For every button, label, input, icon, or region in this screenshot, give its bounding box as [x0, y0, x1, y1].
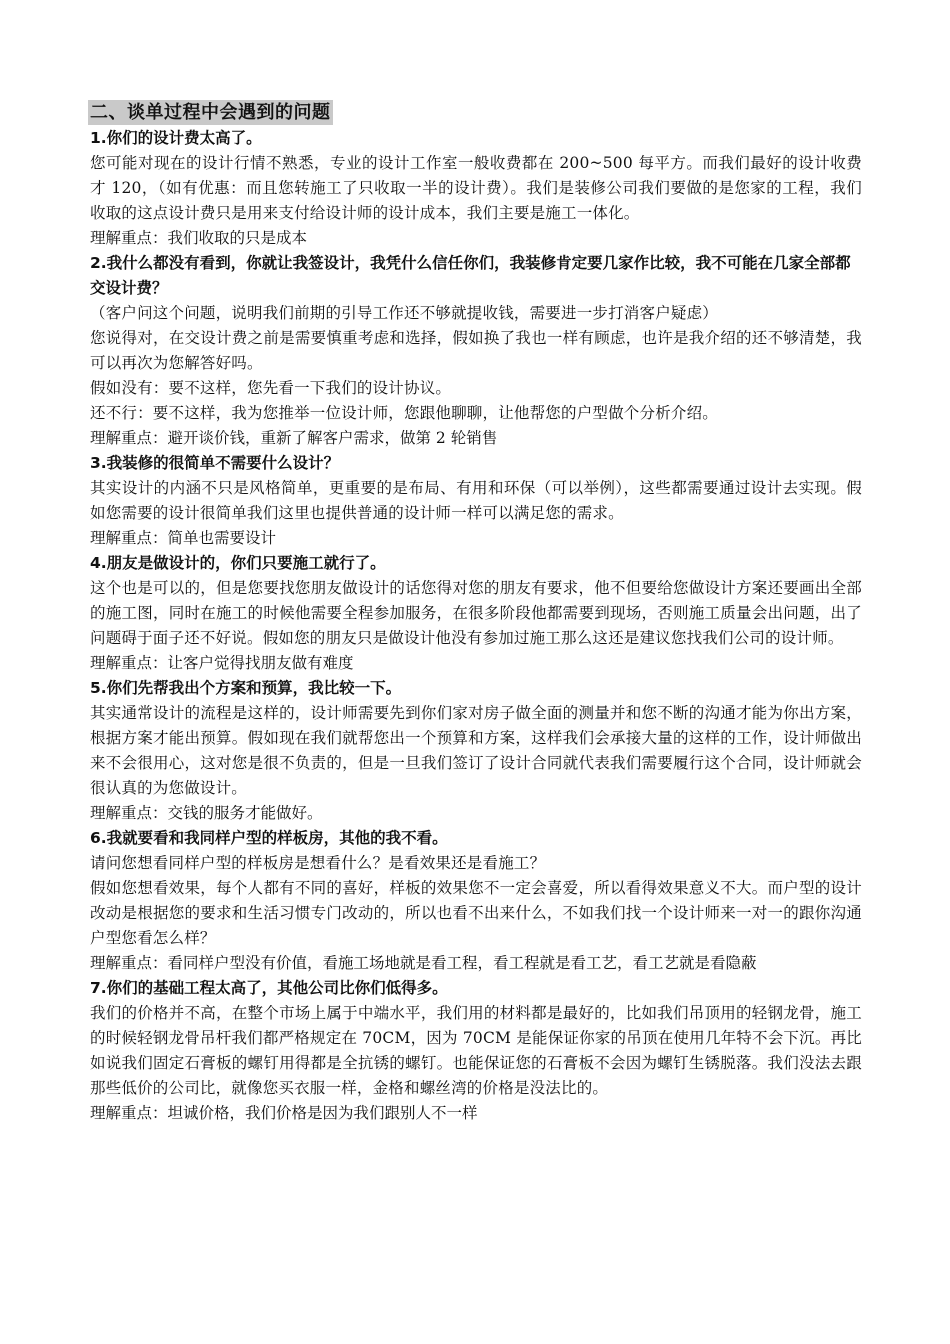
answer-paragraph: 这个也是可以的，但是您要找您朋友做设计的话您得对您的朋友有要求，他不但要给您做设计方案还要画出全部的施工图，同时在施工的时候他需要全程参加服务，在很多阶段他都需要到现场，否则施工质量会出问题，出了问题碍于面子还不好说。假如您的朋友只是做设计他没有参加过施工那么这还是建议您找我们公司的设计师。: [90, 579, 862, 647]
question: 5.你们先帮我出个方案和预算，我比较一下。: [90, 679, 402, 697]
question: 2.我什么都没有看到，你就让我签设计，我凭什么信任你们，我装修肯定要几家作比较，我不可能在几家全部都交设计费？: [90, 254, 851, 297]
question: 3.我装修的很简单不需要什么设计？: [90, 454, 340, 472]
question: 6.我就要看和我同样户型的样板房，其他的我不看。: [90, 829, 448, 847]
answer-paragraph: 假如没有：要不这样，您先看一下我们的设计协议。: [90, 379, 452, 397]
answer-paragraph: （客户问这个问题，说明我们前期的引导工作还不够就提收钱，需要进一步打消客户疑虑）: [90, 304, 719, 322]
answer-paragraph: 还不行：要不这样，我为您推举一位设计师，您跟他聊聊，让他帮您的户型做个分析介绍。: [90, 404, 719, 422]
answer-paragraph: 您可能对现在的设计行情不熟悉，专业的设计工作室一般收费都在 200~500 每平方。而我们最好的设计收费才 120，（如有优惠：而且您转施工了只收取一半的设计费）。我们是装修公司我们要做的是您家的工程，我们收取的这点设计费只是用来支付给设计师的设计成本，我们主要是施工一体化。: [90, 154, 862, 222]
answer-paragraph: 其实通常设计的流程是这样的，设计师需要先到你们家对房子做全面的测量并和您不断的沟通才能为你出方案，根据方案才能出预算。假如现在我们就帮您出一个预算和方案，这样我们会承接大量的这样的工作，设计师做出来不会很用心，这对您是很不负责的，但是一旦我们签订了设计合同就代表我们需要履行这个合同，设计师就会很认真的为您做设计。: [90, 704, 862, 797]
question: 7.你们的基础工程太高了，其他公司比你们低得多。: [90, 979, 448, 997]
answer-paragraph: 我们的价格并不高，在整个市场上属于中端水平，我们用的材料都是最好的，比如我们吊顶用的轻钢龙骨，施工的时候轻钢龙骨吊杆我们都严格规定在 70CM，因为 70CM 是能保证你家的吊顶在使用几年特不会下沉。再比如说我们固定石膏板的螺钉用得都是全抗锈的螺钉。也能保证您的石膏板不会因为螺钉生锈脱落。我们没法去跟那些低价的公司比，就像您买衣服一样，金格和螺丝湾的价格是没法比的。: [90, 1004, 862, 1097]
question: 1.你们的设计费太高了。: [90, 129, 262, 147]
answer-paragraph: 请问您想看同样户型的样板房是想看什么？是看效果还是看施工？: [90, 854, 546, 872]
answer-paragraph: 其实设计的内涵不只是风格简单，更重要的是布局、有用和环保（可以举例），这些都需要通过设计去实现。假如您需要的设计很简单我们这里也提供普通的设计师一样可以满足您的需求。: [90, 479, 862, 522]
question: 4.朋友是做设计的，你们只要施工就行了。: [90, 554, 386, 572]
qa-section-1: [90, 126, 862, 251]
key-point: 理解重点：坦诚价格，我们价格是因为我们跟别人不一样: [90, 1104, 478, 1122]
key-point: 理解重点：我们收取的只是成本: [90, 229, 308, 247]
answer-paragraph: 您说得对，在交设计费之前是需要慎重考虑和选择，假如换了我也一样有顾虑，也许是我介绍的还不够清楚，我可以再次为您解答好吗。: [90, 329, 862, 372]
key-point: 理解重点：避开谈价钱，重新了解客户需求，做第 2 轮销售: [90, 429, 498, 447]
qa-section-2: [90, 251, 862, 451]
key-point: 理解重点：看同样户型没有价值，看施工场地就是看工程，看工程就是看工艺，看工艺就是看隐蔽: [90, 954, 757, 972]
qa-section-3: [90, 451, 862, 551]
qa-section-6: [90, 826, 862, 976]
answer-paragraph: 假如您想看效果，每个人都有不同的喜好，样板的效果您不一定会喜爱，所以看得效果意义不大。而户型的设计改动是根据您的要求和生活习惯专门改动的，所以也看不出来什么，不如我们找一个设计师来一对一的跟你沟通户型您看怎么样？: [90, 879, 862, 947]
qa-section-7: [90, 976, 862, 1126]
document-body: [90, 100, 862, 1126]
section-heading: 二、谈单过程中会遇到的问题: [90, 102, 331, 123]
qa-section-5: [90, 676, 862, 826]
qa-section-4: [90, 551, 862, 676]
key-point: 理解重点：简单也需要设计: [90, 529, 277, 547]
key-point: 理解重点：交钱的服务才能做好。: [90, 804, 323, 822]
key-point: 理解重点：让客户觉得找朋友做有难度: [90, 654, 354, 672]
